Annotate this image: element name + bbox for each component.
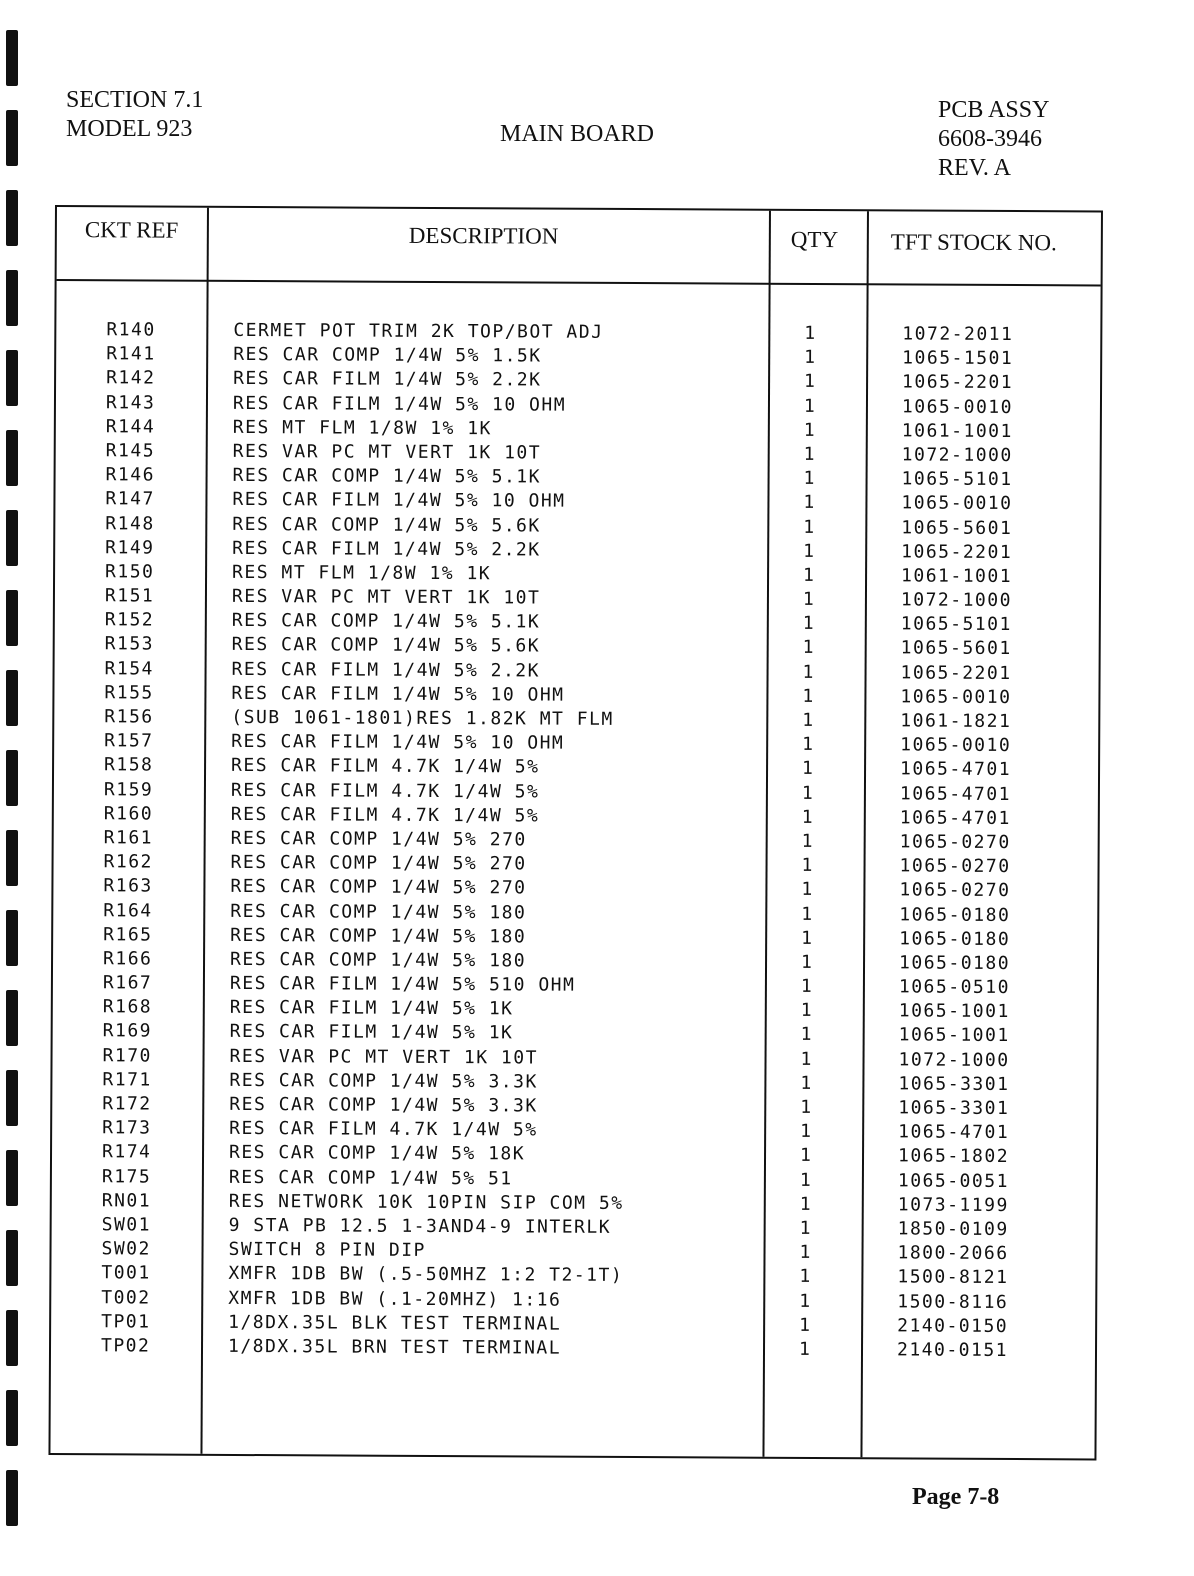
qty-cell: 1 (801, 879, 814, 901)
ckt-ref-cell: R144 (105, 416, 156, 438)
description-cell: RES CAR COMP 1/4W 5% 180 (230, 900, 527, 923)
column-header-stock-no: TFT STOCK NO. (890, 229, 1057, 256)
qty-cell: 1 (802, 685, 815, 707)
stock-no-cell: 1072-1000 (900, 589, 1013, 612)
column-header-description: DESCRIPTION (408, 222, 559, 249)
description-cell: RES NETWORK 10K 10PIN SIP COM 5% (228, 1190, 624, 1214)
ckt-ref-cell: R152 (104, 609, 155, 631)
ckt-ref-cell: R143 (105, 391, 156, 414)
qty-cell: 1 (800, 1121, 813, 1143)
ckt-ref-cell: R160 (103, 803, 154, 825)
stock-no-cell: 1061-1821 (900, 710, 1012, 733)
board-title: MAIN BOARD (500, 121, 655, 147)
stock-no-cell: 1065-0180 (898, 952, 1011, 974)
qty-cell: 1 (802, 613, 816, 635)
qty-cell: 1 (804, 371, 817, 393)
qty-cell: 1 (802, 709, 815, 731)
qty-cell: 1 (800, 975, 814, 998)
description-cell: RES CAR FILM 1/4W 5% 10 OHM (231, 731, 565, 754)
stock-no-cell: 1061-1001 (901, 420, 1013, 442)
assy-label: PCB ASSY (938, 97, 1050, 123)
description-cell: RES CAR FILM 1/4W 5% 1K (229, 1021, 514, 1044)
qty-cell: 1 (804, 322, 817, 344)
qty-cell: 1 (801, 903, 814, 925)
ckt-ref-cell: R168 (102, 996, 153, 1018)
description-cell: RES CAR FILM 1/4W 5% 2.2K (231, 658, 541, 682)
assy-number: 6608-3946 (938, 126, 1042, 152)
qty-cell: 1 (803, 419, 817, 441)
ckt-ref-cell: R158 (104, 754, 154, 776)
qty-cell: 1 (800, 1096, 813, 1118)
qty-cell: 1 (803, 443, 817, 465)
description-cell: RES VAR PC MT VERT 1K 10T (229, 1045, 539, 1069)
stock-no-cell: 1065-4701 (899, 782, 1012, 805)
description-cell: 1/8DX.35L BRN TEST TERMINAL (227, 1335, 562, 1359)
stock-no-cell: 2140-0151 (896, 1339, 1009, 1361)
ckt-ref-cell: R163 (103, 875, 153, 897)
ckt-ref-cell: R140 (106, 319, 156, 341)
description-cell: RES CAR FILM 1/4W 5% 10 OHM (231, 682, 565, 706)
description-cell: RES CAR FILM 1/4W 5% 10 OHM (232, 489, 566, 512)
stock-no-cell: 1065-4701 (900, 758, 1012, 781)
stock-no-cell: 1065-2201 (900, 662, 1012, 684)
ckt-ref-cell: T001 (101, 1262, 151, 1284)
stock-no-cell: 1065-1501 (902, 347, 1014, 370)
description-cell: RES CAR FILM 1/4W 5% 510 OHM (229, 972, 576, 996)
qty-cell: 1 (799, 1266, 812, 1288)
stock-no-cell: 1061-1001 (901, 565, 1013, 587)
qty-cell: 1 (800, 1072, 813, 1094)
stock-no-cell: 1065-2201 (902, 371, 1014, 394)
stock-no-cell: 1800-2066 (897, 1242, 1009, 1265)
ckt-ref-cell: R155 (104, 682, 154, 704)
description-cell: CERMET POT TRIM 2K TOP/BOT ADJ (233, 319, 604, 343)
stock-no-cell: 1065-0510 (898, 976, 1011, 999)
stock-no-cell: 1065-5101 (900, 613, 1012, 636)
ckt-ref-cell: R167 (102, 972, 153, 994)
stock-no-cell: 1065-5601 (900, 637, 1012, 660)
stock-no-cell: 1065-4701 (898, 1121, 1010, 1144)
column-header-ckt-ref: CKT REF (84, 217, 179, 243)
stock-no-cell: 1072-1000 (901, 444, 1013, 466)
ckt-ref-cell: R165 (103, 923, 153, 946)
ckt-ref-cell: R172 (102, 1093, 152, 1115)
qty-cell: 1 (799, 1217, 813, 1239)
ckt-ref-cell: R153 (104, 633, 155, 655)
description-cell: RES CAR COMP 1/4W 5% 270 (230, 876, 527, 899)
description-cell: RES CAR COMP 1/4W 5% 5.6K (232, 513, 541, 537)
ckt-ref-cell: SW02 (101, 1238, 151, 1260)
ckt-ref-cell: TP01 (101, 1310, 151, 1333)
table-row (51, 1335, 1095, 1365)
ckt-ref-cell: R151 (104, 585, 155, 607)
description-cell: RES CAR COMP 1/4W 5% 180 (229, 948, 527, 972)
stock-no-cell: 1065-1802 (897, 1145, 1010, 1168)
qty-cell: 1 (798, 1338, 812, 1360)
page-number: Page 7-8 (912, 1484, 1000, 1510)
ckt-ref-cell: R146 (105, 464, 156, 486)
stock-no-cell: 1850-0109 (897, 1218, 1009, 1240)
qty-cell: 1 (799, 1290, 812, 1312)
stock-no-cell: 2140-0150 (897, 1315, 1009, 1337)
description-cell: RES CAR FILM 1/4W 5% 2.2K (233, 368, 542, 391)
stock-no-cell: 1065-0010 (901, 396, 1014, 418)
ckt-ref-cell: R164 (103, 899, 153, 922)
ckt-ref-cell: R156 (104, 706, 154, 728)
description-cell: RES VAR PC MT VERT 1K 10T (232, 440, 542, 464)
description-cell: RES MT FLM 1/8W 1% 1K (232, 416, 492, 440)
description-cell: SWITCH 8 PIN DIP (228, 1239, 426, 1262)
revision-label: REV. A (938, 155, 1011, 181)
qty-cell: 1 (800, 1000, 814, 1022)
qty-cell: 1 (801, 830, 815, 852)
description-cell: RES CAR COMP 1/4W 5% 3.3K (229, 1093, 538, 1117)
qty-cell: 1 (799, 1314, 812, 1336)
description-cell: RES CAR COMP 1/4W 5% 180 (230, 924, 527, 948)
ckt-ref-cell: R161 (103, 827, 154, 849)
qty-cell: 1 (799, 1169, 813, 1191)
description-cell: (SUB 1061-1801)RES 1.82K MT FLM (231, 706, 614, 730)
qty-cell: 1 (800, 1024, 814, 1046)
stock-no-cell: 1065-5101 (901, 468, 1013, 491)
stock-no-cell: 1065-4701 (899, 807, 1011, 829)
qty-cell: 1 (801, 806, 815, 828)
ckt-ref-cell: SW01 (101, 1214, 152, 1236)
description-cell: RES CAR FILM 1/4W 5% 2.2K (232, 537, 541, 561)
qty-cell: 1 (802, 758, 815, 780)
description-cell: RES CAR COMP 1/4W 5% 5.6K (231, 634, 541, 657)
ckt-ref-cell: R147 (105, 488, 155, 510)
description-cell: RES CAR FILM 4.7K 1/4W 5% (231, 755, 540, 778)
ckt-ref-cell: R171 (102, 1069, 152, 1091)
ckt-ref-cell: R159 (103, 778, 154, 801)
stock-no-cell: 1500-8116 (897, 1290, 1009, 1313)
table-body (51, 319, 1100, 1365)
description-cell: XMFR 1DB BW (.1-20MHZ) 1:16 (228, 1287, 562, 1311)
ckt-ref-cell: R154 (104, 657, 154, 680)
ckt-ref-cell: R141 (106, 343, 156, 365)
binder-holes (6, 0, 20, 1576)
stock-no-cell: 1065-0010 (900, 686, 1012, 708)
stock-no-cell: 1065-0180 (899, 928, 1011, 950)
stock-no-cell: 1065-0051 (897, 1169, 1010, 1192)
qty-cell: 1 (802, 637, 816, 659)
stock-no-cell: 1072-1000 (898, 1049, 1010, 1071)
description-cell: XMFR 1DB BW (.5-50MHZ 1:2 T2-1T) (228, 1263, 624, 1287)
ckt-ref-cell: R170 (102, 1044, 152, 1067)
description-cell: 9 STA PB 12.5 1-3AND4-9 INTERLK (228, 1214, 612, 1238)
description-cell: 1/8DX.35L BLK TEST TERMINAL (228, 1311, 562, 1335)
description-cell: RES CAR COMP 1/4W 5% 51 (228, 1166, 513, 1189)
qty-cell: 1 (803, 395, 817, 417)
qty-cell: 1 (800, 1048, 813, 1070)
ckt-ref-cell: R150 (105, 561, 155, 583)
stock-no-cell: 1065-1001 (898, 1024, 1010, 1047)
stock-no-cell: 1065-0010 (900, 734, 1012, 757)
qty-cell: 1 (803, 540, 816, 562)
stock-no-cell: 1065-5601 (901, 516, 1013, 539)
description-cell: RES CAR FILM 1/4W 5% 1K (229, 997, 514, 1020)
stock-no-cell: 1065-0180 (899, 903, 1011, 926)
description-cell: RES CAR COMP 1/4W 5% 18K (228, 1142, 526, 1165)
stock-no-cell: 1065-3301 (898, 1097, 1010, 1120)
ckt-ref-cell: R142 (106, 367, 156, 389)
header-left (66, 86, 203, 144)
qty-cell: 1 (800, 951, 814, 973)
qty-cell: 1 (799, 1242, 812, 1264)
ckt-ref-cell: T002 (101, 1286, 151, 1309)
stock-no-cell: 1065-2201 (901, 541, 1013, 563)
qty-cell: 1 (801, 855, 814, 877)
stock-no-cell: 1500-8121 (897, 1266, 1009, 1289)
header-right (938, 96, 1049, 183)
stock-no-cell: 1065-0270 (899, 855, 1011, 878)
section-label: SECTION 7.1 (66, 87, 204, 113)
description-cell: RES MT FLM 1/8W 1% 1K (232, 561, 492, 585)
ckt-ref-cell: TP02 (100, 1335, 151, 1357)
stock-no-cell: 1065-0010 (901, 492, 1013, 515)
description-cell: RES CAR FILM 4.7K 1/4W 5% (230, 779, 540, 803)
description-cell: RES CAR COMP 1/4W 5% 270 (230, 852, 527, 875)
ckt-ref-cell: R166 (102, 948, 153, 970)
model-label: MODEL 923 (66, 116, 193, 142)
qty-cell: 1 (799, 1145, 813, 1167)
description-cell: RES CAR FILM 4.7K 1/4W 5% (230, 803, 540, 827)
qty-cell: 1 (799, 1193, 813, 1215)
stock-no-cell: 1065-0270 (899, 831, 1011, 853)
stock-no-cell: 1065-3301 (898, 1073, 1010, 1095)
stock-no-cell: 1065-1001 (898, 1000, 1010, 1023)
ckt-ref-cell: R169 (102, 1020, 153, 1042)
qty-cell: 1 (801, 782, 815, 804)
qty-cell: 1 (803, 516, 816, 538)
description-cell: RES CAR FILM 4.7K 1/4W 5% (229, 1118, 538, 1141)
ckt-ref-cell: R149 (105, 536, 155, 559)
stock-no-cell: 1065-0270 (899, 879, 1011, 902)
qty-cell: 1 (804, 347, 817, 369)
qty-cell: 1 (803, 564, 816, 586)
qty-cell: 1 (802, 734, 815, 756)
qty-cell: 1 (803, 468, 816, 490)
ckt-ref-cell: R148 (105, 512, 155, 535)
qty-cell: 1 (802, 588, 816, 611)
column-header-qty: QTY (790, 226, 839, 253)
description-cell: RES CAR COMP 1/4W 5% 5.1K (231, 610, 541, 633)
stock-no-cell: 1072-2011 (902, 323, 1014, 346)
ckt-ref-cell: R157 (104, 730, 154, 752)
ckt-ref-cell: RN01 (101, 1190, 152, 1212)
qty-cell: 1 (801, 927, 814, 949)
ckt-ref-cell: R173 (102, 1117, 152, 1139)
description-cell: RES CAR FILM 1/4W 5% 10 OHM (232, 392, 567, 416)
description-cell: RES CAR COMP 1/4W 5% 1.5K (233, 344, 542, 367)
qty-cell: 1 (802, 661, 815, 683)
ckt-ref-cell: R162 (103, 851, 153, 873)
ckt-ref-cell: R145 (105, 440, 156, 462)
description-cell: RES CAR COMP 1/4W 5% 5.1K (232, 465, 542, 488)
ckt-ref-cell: R175 (101, 1165, 152, 1188)
description-cell: RES VAR PC MT VERT 1K 10T (231, 585, 541, 609)
ckt-ref-cell: R174 (101, 1141, 152, 1163)
qty-cell: 1 (803, 492, 816, 514)
description-cell: RES CAR COMP 1/4W 5% 3.3K (229, 1069, 538, 1093)
description-cell: RES CAR COMP 1/4W 5% 270 (230, 827, 527, 851)
parts-table (48, 205, 1103, 1460)
stock-no-cell: 1073-1199 (897, 1194, 1009, 1216)
